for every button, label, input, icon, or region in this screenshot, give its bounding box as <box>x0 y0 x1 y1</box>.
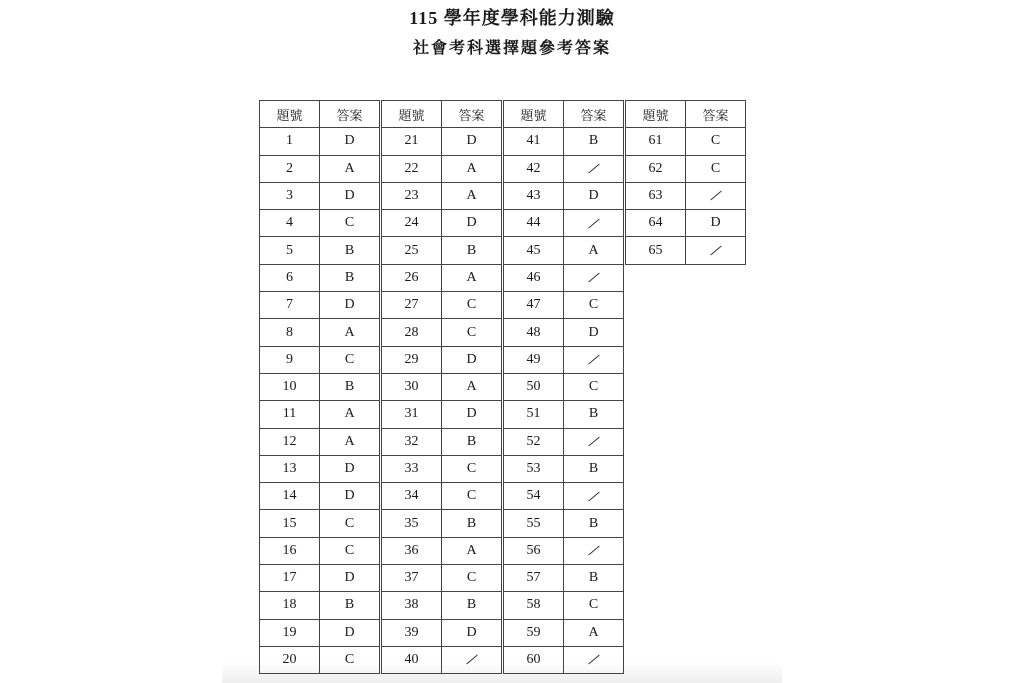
question-number: 7 <box>260 292 320 319</box>
question-number: 15 <box>260 510 320 537</box>
question-number: 17 <box>260 565 320 592</box>
no-answer-slash-icon <box>588 546 599 556</box>
document-subtitle: 社會考科選擇題參考答案 <box>412 40 611 57</box>
table-row <box>382 346 502 373</box>
question-number: 32 <box>382 428 442 455</box>
table-row <box>382 155 502 182</box>
question-number: 4 <box>260 210 320 237</box>
table-row <box>382 128 502 155</box>
question-number: 33 <box>382 455 442 482</box>
table-row <box>626 128 746 155</box>
question-number: 52 <box>504 428 564 455</box>
table-row <box>260 155 380 182</box>
answer-cell: D <box>442 210 502 237</box>
answer-cell: C <box>320 537 380 564</box>
table-row <box>504 292 624 319</box>
answer-cell: D <box>320 182 380 209</box>
question-number: 18 <box>260 592 320 619</box>
answer-cell: C <box>320 210 380 237</box>
question-number: 53 <box>504 455 564 482</box>
question-number: 14 <box>260 483 320 510</box>
header-answer: 答案 <box>564 101 624 128</box>
question-number: 2 <box>260 155 320 182</box>
table-row <box>504 210 624 237</box>
table-row <box>382 619 502 646</box>
answer-cell: A <box>442 373 502 400</box>
table-row <box>504 237 624 264</box>
answer-cell: C <box>320 510 380 537</box>
question-number: 65 <box>626 237 686 264</box>
answer-cell: D <box>564 319 624 346</box>
answer-column-group-1 <box>259 100 380 674</box>
question-number: 35 <box>382 510 442 537</box>
question-number: 9 <box>260 346 320 373</box>
table-row <box>260 292 380 319</box>
answer-cell: D <box>442 346 502 373</box>
answer-cell: C <box>686 128 746 155</box>
answer-cell: B <box>564 510 624 537</box>
answer-cell <box>564 155 624 182</box>
question-number: 50 <box>504 373 564 400</box>
answer-cell: A <box>442 264 502 291</box>
table-row <box>382 264 502 291</box>
question-number: 54 <box>504 483 564 510</box>
table-row <box>626 237 746 264</box>
table-row <box>504 264 624 291</box>
answer-cell: B <box>320 237 380 264</box>
question-number: 19 <box>260 619 320 646</box>
answer-cell: D <box>320 455 380 482</box>
answer-cell <box>564 346 624 373</box>
header-number: 題號 <box>382 101 442 128</box>
answer-cell: D <box>442 401 502 428</box>
answer-cell: B <box>564 401 624 428</box>
question-number: 61 <box>626 128 686 155</box>
answer-cell: B <box>564 128 624 155</box>
table-row <box>260 619 380 646</box>
answer-cell: D <box>320 483 380 510</box>
question-number: 45 <box>504 237 564 264</box>
table-row <box>260 264 380 291</box>
answer-cell: C <box>564 292 624 319</box>
question-number: 11 <box>260 401 320 428</box>
question-number: 8 <box>260 319 320 346</box>
answer-cell: D <box>320 292 380 319</box>
no-answer-slash-icon <box>588 355 599 365</box>
table-row <box>382 537 502 564</box>
table-row <box>504 483 624 510</box>
header-number: 題號 <box>504 101 564 128</box>
table-row <box>382 428 502 455</box>
question-number: 24 <box>382 210 442 237</box>
header-row <box>382 101 502 128</box>
question-number: 6 <box>260 264 320 291</box>
answer-cell: A <box>320 155 380 182</box>
table-row <box>382 292 502 319</box>
question-number: 36 <box>382 537 442 564</box>
table-row <box>504 182 624 209</box>
answer-cell: C <box>320 646 380 673</box>
answer-cell: D <box>686 210 746 237</box>
no-answer-slash-icon <box>588 655 599 665</box>
table-row <box>382 210 502 237</box>
answer-cell: B <box>442 428 502 455</box>
answer-cell: C <box>442 565 502 592</box>
question-number: 64 <box>626 210 686 237</box>
question-number: 58 <box>504 592 564 619</box>
answer-cell: A <box>320 401 380 428</box>
answer-cell: A <box>564 619 624 646</box>
question-number: 60 <box>504 646 564 673</box>
answer-cell <box>564 264 624 291</box>
header-answer: 答案 <box>320 101 380 128</box>
question-number: 44 <box>504 210 564 237</box>
question-number: 46 <box>504 264 564 291</box>
question-number: 25 <box>382 237 442 264</box>
answer-cell <box>564 483 624 510</box>
answer-cell: A <box>320 428 380 455</box>
question-number: 63 <box>626 182 686 209</box>
answer-cell: D <box>442 619 502 646</box>
question-number: 34 <box>382 483 442 510</box>
table-row <box>260 401 380 428</box>
answer-cell: D <box>320 565 380 592</box>
question-number: 42 <box>504 155 564 182</box>
question-number: 59 <box>504 619 564 646</box>
table-row <box>382 182 502 209</box>
answer-cell: A <box>442 155 502 182</box>
table-row <box>260 128 380 155</box>
table-row <box>260 646 380 673</box>
table-row <box>382 565 502 592</box>
answer-cell: B <box>442 592 502 619</box>
question-number: 39 <box>382 619 442 646</box>
question-number: 62 <box>626 155 686 182</box>
question-number: 56 <box>504 537 564 564</box>
table-row <box>260 483 380 510</box>
table-row <box>260 428 380 455</box>
question-number: 16 <box>260 537 320 564</box>
answer-cell: D <box>320 128 380 155</box>
table-row <box>260 510 380 537</box>
answer-column-group-4 <box>625 100 746 265</box>
table-row <box>504 646 624 673</box>
question-number: 10 <box>260 373 320 400</box>
table-row <box>260 237 380 264</box>
table-row <box>382 592 502 619</box>
question-number: 38 <box>382 592 442 619</box>
answer-cell <box>564 428 624 455</box>
question-number: 27 <box>382 292 442 319</box>
no-answer-slash-icon <box>588 164 599 174</box>
question-number: 23 <box>382 182 442 209</box>
table-row <box>504 619 624 646</box>
question-number: 37 <box>382 565 442 592</box>
table-row <box>504 455 624 482</box>
table-row <box>626 182 746 209</box>
question-number: 20 <box>260 646 320 673</box>
answer-cell: B <box>442 237 502 264</box>
table-row <box>260 592 380 619</box>
table-row <box>504 565 624 592</box>
question-number: 12 <box>260 428 320 455</box>
table-row <box>382 401 502 428</box>
answer-cell <box>686 237 746 264</box>
table-row <box>260 537 380 564</box>
question-number: 13 <box>260 455 320 482</box>
question-number: 43 <box>504 182 564 209</box>
question-number: 55 <box>504 510 564 537</box>
table-row <box>626 210 746 237</box>
no-answer-slash-icon <box>588 491 599 501</box>
answer-cell: C <box>686 155 746 182</box>
no-answer-slash-icon <box>710 246 721 256</box>
answer-cell: D <box>442 128 502 155</box>
question-number: 3 <box>260 182 320 209</box>
answer-cell: C <box>442 319 502 346</box>
table-row <box>260 346 380 373</box>
table-row <box>626 155 746 182</box>
table-row <box>504 346 624 373</box>
answer-cell: C <box>442 455 502 482</box>
table-row <box>504 401 624 428</box>
table-row <box>382 455 502 482</box>
answer-cell: C <box>564 592 624 619</box>
table-row <box>382 373 502 400</box>
table-row <box>260 565 380 592</box>
answer-cell <box>442 646 502 673</box>
question-number: 48 <box>504 319 564 346</box>
question-number: 47 <box>504 292 564 319</box>
question-number: 30 <box>382 373 442 400</box>
answer-cell: B <box>320 373 380 400</box>
question-number: 21 <box>382 128 442 155</box>
no-answer-slash-icon <box>588 437 599 447</box>
table-row <box>504 510 624 537</box>
table-row <box>504 319 624 346</box>
answer-cell: D <box>564 182 624 209</box>
header-number: 題號 <box>260 101 320 128</box>
answer-cell: B <box>564 455 624 482</box>
question-number: 28 <box>382 319 442 346</box>
header-row <box>260 101 380 128</box>
question-number: 29 <box>382 346 442 373</box>
header-row <box>626 101 746 128</box>
answer-cell: C <box>442 292 502 319</box>
table-row <box>382 483 502 510</box>
answer-cell <box>564 646 624 673</box>
table-row <box>504 128 624 155</box>
question-number: 5 <box>260 237 320 264</box>
table-row <box>260 319 380 346</box>
answer-cell: A <box>564 237 624 264</box>
question-number: 26 <box>382 264 442 291</box>
no-answer-slash-icon <box>710 191 721 201</box>
answer-cell: C <box>320 346 380 373</box>
question-number: 22 <box>382 155 442 182</box>
question-number: 57 <box>504 565 564 592</box>
table-row <box>260 182 380 209</box>
no-answer-slash-icon <box>466 655 477 665</box>
document-title: 115 學年度學科能力測驗 <box>409 8 615 28</box>
question-number: 41 <box>504 128 564 155</box>
question-number: 31 <box>382 401 442 428</box>
table-row <box>382 319 502 346</box>
answer-cell: B <box>564 565 624 592</box>
table-row <box>504 592 624 619</box>
table-row <box>382 237 502 264</box>
table-row <box>260 455 380 482</box>
question-number: 49 <box>504 346 564 373</box>
no-answer-slash-icon <box>588 218 599 228</box>
answer-cell: C <box>442 483 502 510</box>
answer-column-group-2 <box>381 100 502 674</box>
table-row <box>504 155 624 182</box>
header-answer: 答案 <box>686 101 746 128</box>
table-row <box>260 210 380 237</box>
answer-cell: D <box>320 619 380 646</box>
table-row <box>382 510 502 537</box>
table-row <box>260 373 380 400</box>
table-row <box>504 373 624 400</box>
answer-cell: B <box>320 264 380 291</box>
answer-cell <box>564 537 624 564</box>
answer-cell: A <box>442 537 502 564</box>
answer-cell: A <box>442 182 502 209</box>
header-answer: 答案 <box>442 101 502 128</box>
table-row <box>504 537 624 564</box>
no-answer-slash-icon <box>588 273 599 283</box>
answer-cell: A <box>320 319 380 346</box>
table-row <box>504 428 624 455</box>
answer-cell: C <box>564 373 624 400</box>
question-number: 40 <box>382 646 442 673</box>
answer-cell <box>686 182 746 209</box>
question-number: 1 <box>260 128 320 155</box>
header-row <box>504 101 624 128</box>
table-row <box>382 646 502 673</box>
answer-cell <box>564 210 624 237</box>
header-number: 題號 <box>626 101 686 128</box>
answer-cell: B <box>442 510 502 537</box>
answer-column-group-3 <box>503 100 624 674</box>
question-number: 51 <box>504 401 564 428</box>
answer-cell: B <box>320 592 380 619</box>
